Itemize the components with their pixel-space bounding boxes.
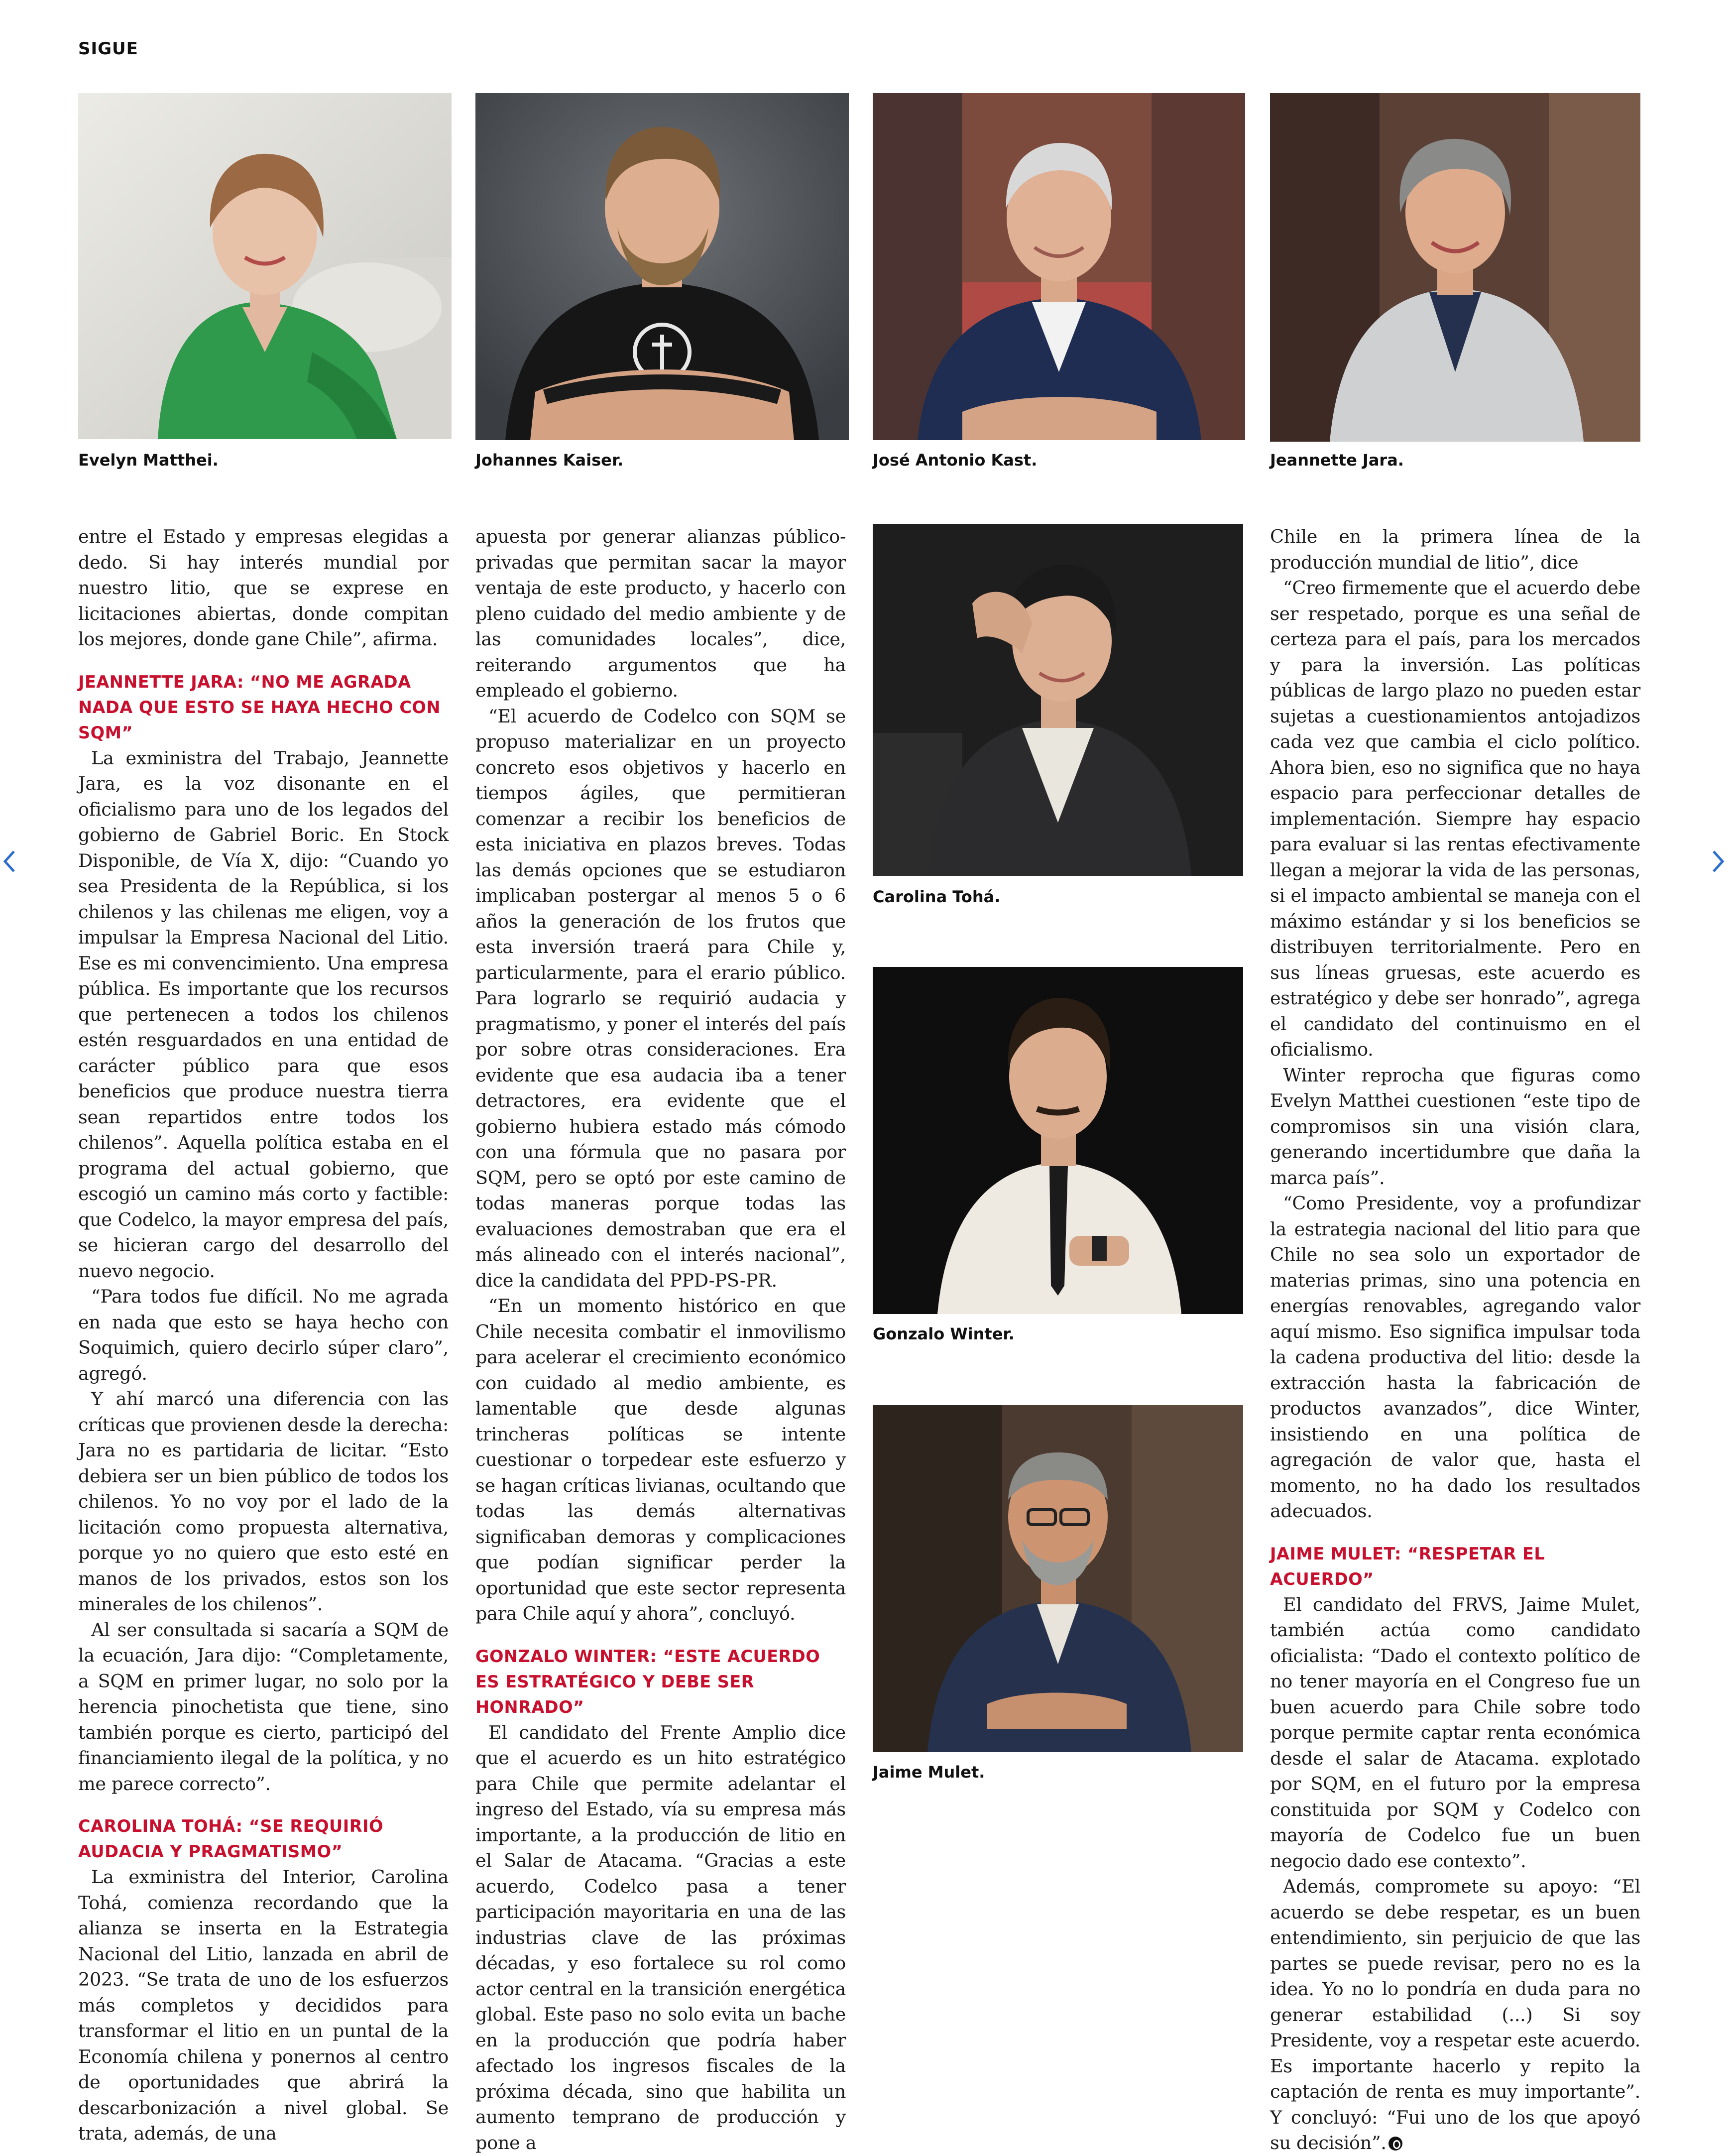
- caption-toha: Carolina Tohá.: [873, 887, 1001, 906]
- article-column-4: [1270, 524, 1640, 2156]
- subheading-mulet: JAIME MULET: “RESPETAR EL ACUERDO”: [1270, 1544, 1545, 1589]
- caption-kast: José Antonio Kast.: [873, 451, 1038, 470]
- photo-johannes-kaiser: [475, 93, 849, 440]
- paragraph: El candidato del Frente Amplio dice que el acuerdo es un hito estratégico para Chile que permite adelantar el ingreso del Estado, vía su empresa más importante, a la producción de litio en el Salar de Atacama. “Gracias a este acuerdo, Codelco pasa a tener participación mayoritaria en una de las industrias clave de las próximas décadas, y eso fortalece su rol como actor central en la transición energética global. Este paso no solo evita un bache en la producción que podría haber afectado los ingresos fiscales de la próxima década, sino que habilita un aumento temprano de producción y pone a: [475, 1721, 846, 2154]
- paragraph: “En un momento histórico en que Chile necesita combatir el inmovilismo para acelerar el crecimiento económico con cuidado al medio ambiente, es lamentable que desde algunas trincheras políticas se intente cuestionar o torpedear este esfuerzo y se hagan críticas livianas, ocultando que todas las demás alternativas significaban demoras y complicaciones que podían significar perder la oportunidad que este sector representa para Chile aquí y ahora”, concluyó.: [475, 1295, 846, 1624]
- subheading-toha: CAROLINA TOHÁ: “SE REQUIRIÓ AUDACIA Y PRAGMATISMO”: [78, 1816, 383, 1861]
- paragraph: Al ser consultada si sacaría a SQM de la ecuación, Jara dijo: “Completamente, a SQM en primer lugar, no solo por la herencia pinochetista que tiene, sino también porque es cierto, participó del financiamiento ilegal de la política, y no me parece correcto”.: [78, 1619, 449, 1795]
- paragraph: “El acuerdo de Codelco con SQM se propuso materializar en un proyecto concreto esos objetivos y hacerlo en tiempos ágiles, que permitieran comenzar a recibir los beneficios de esta iniciativa en plazos breves. Todas las demás opciones que se estudiaron implicaban postergar al menos 5 o 6 años la generación de los frutos que esta inversión traerá para Chile y, particularmente, para el erario público. Para lograrlo se requirió audacia y pragmatismo, y poner el interés del país por sobre otras consideraciones. Era evidente que esa audacia iba a tener detractores, era evidente que el gobierno hubiera estado más cómodo con una fórmula que no pasara por SQM, pero se optó por este camino de todas maneras porque todas las evaluaciones demostraban que era el más alineado con el interés nacional”, dice la candidata del PPD-PS-PR.: [475, 705, 846, 1291]
- photo-jose-antonio-kast: [873, 93, 1245, 440]
- photo-jaime-mulet: [873, 1405, 1243, 1752]
- paragraph: La exministra del Trabajo, Jeannette Jara, es la voz disonante en el oficialismo para uno de los legados del gobierno de Gabriel Boric. En Stock Disponible, de Vía X, dijo: “Cuando yo sea Presidenta de la República, si los chilenos y las chilenas me eligen, voy a impulsar la Empresa Nacional del Litio. Ese es mi convencimiento. Una empresa pública. Es importante que los recursos que pertenecen a todos los chilenos estén resguardados en una entidad de carácter público para que esos beneficios que produce nuestra tierra sean repartidos entre todos los chilenos”. Aquella política estaba en el programa del actual gobierno, que escogió un camino más corto y factible: que Codelco, la mayor empresa del país, se hicieran cargo del desarrollo del nuevo negocio.: [78, 747, 449, 1282]
- caption-winter: Gonzalo Winter.: [873, 1324, 1015, 1343]
- article-column-1: [78, 524, 449, 2147]
- photo-carolina-toha: [873, 524, 1243, 876]
- photo-evelyn-matthei: [78, 93, 452, 439]
- paragraph: El candidato del FRVS, Jaime Mulet, también actúa como candidato oficialista: “Dado el contexto político de no tener mayoría en el Congreso fue un buen acuerdo para Chile sobre todo porque permite captar renta económica desde el salar de Atacama. explotado por SQM, en el futuro por la empresa constituida por SQM y Codelco con mayoría de Codelco fue un buen negocio dado ese contexto”.: [1270, 1593, 1640, 1872]
- photo-gonzalo-winter: [873, 967, 1243, 1314]
- section-label: SIGUE: [78, 39, 138, 59]
- paragraph: “Para todos fue difícil. No me agrada en nada que esto se haya hecho con Soquimich, quiero decirlo súper claro”, agregó.: [78, 1286, 449, 1384]
- caption-kaiser: Johannes Kaiser.: [475, 451, 624, 470]
- caption-matthei: Evelyn Matthei.: [78, 451, 219, 470]
- paragraph: Chile en la primera línea de la producción mundial de litio”, dice: [1270, 526, 1640, 573]
- next-page-arrow-icon[interactable]: [1708, 846, 1728, 876]
- article-column-2: [475, 524, 846, 2156]
- paragraph: entre el Estado y empresas elegidas a dedo. Si hay interés mundial por nuestro litio, que se exprese en licitaciones abiertas, donde compitan los mejores, donde gane Chile”, afirma.: [78, 526, 449, 650]
- subheading-winter: GONZALO WINTER: “ESTE ACUERDO ES ESTRATÉGICO Y DEBE SER HONRADO”: [475, 1646, 820, 1717]
- paragraph-final: [1270, 1874, 1640, 2156]
- paragraph: Winter reprocha que figuras como Evelyn Matthei cuestionen “este tipo de compromisos sin una visión clara, generando incertidumbre que daña la marca país”.: [1270, 1064, 1640, 1189]
- paragraph: Y ahí marcó una diferencia con las críticas que provienen desde la derecha: Jara no es partidaria de licitar. “Esto debiera ser un bien público de todos los chilenos. Yo no voy por el lado de la licitación como propuesta alternativa, porque yo no quiero que esto esté en manos de los privados, estos son los minerales de los chilenos”.: [78, 1388, 449, 1615]
- end-of-article-icon: [1388, 2137, 1402, 2151]
- caption-mulet: Jaime Mulet.: [873, 1763, 985, 1782]
- paragraph: apuesta por generar alianzas público-privadas que permitan sacar la mayor ventaja de este producto, y hacerlo con pleno cuidado del medio ambiente y de las comunidades locales”, dice, reiterando argumentos que ha empleado el gobierno.: [475, 526, 846, 701]
- paragraph: La exministra del Interior, Carolina Tohá, comienza recordando que la alianza se inserta en la Estrategia Nacional del Litio, lanzada en abril de 2023. “Se trata de uno de los esfuerzos más completos y decididos para transformar el litio en un puntal de la Economía chilena y ponernos al centro de oportunidades que abrirá la descarbonización a nivel global. Se trata, además, de una: [78, 1866, 449, 2144]
- caption-jara: Jeannette Jara.: [1270, 451, 1404, 470]
- paragraph: “Como Presidente, voy a profundizar la estrategia nacional del litio para que Chile no sea solo un exportador de materias primas, sino una potencia en energías renovables, agregando valor aquí mismo. Eso significa impulsar toda la cadena productiva del litio: desde la extracción hasta la fabricación de productos avanzados”, dice Winter, insistiendo en una política de agregación de valor que, hasta el momento, no ha dado los resultados adecuados.: [1270, 1193, 1640, 1522]
- paragraph-final-text: Además, compromete su apoyo: “El acuerdo se debe respetar, es un buen entendimiento, sin perjuicio de que las partes se puede revisar, pero no es la idea. Yo no lo pondría en duda para no generar estabilidad (...) Si soy Presidente, voy a respetar este acuerdo. Es importante hacerlo y repito la captación de renta es muy importante”. Y concluyó: “Fui uno de los que apoyó su decisión”.: [1270, 1876, 1640, 2154]
- subheading-jara: JEANNETTE JARA: “NO ME AGRADA NADA QUE ESTO SE HAYA HECHO CON SQM”: [78, 672, 441, 742]
- previous-page-arrow-icon[interactable]: [0, 846, 20, 876]
- paragraph: “Creo firmemente que el acuerdo debe ser respetado, porque es una señal de certeza para el país, para los mercados y para la inversión. Las políticas públicas de largo plazo no pueden estar sujetas a cuestionamientos antojadizos cada vez que cambia el ciclo político. Ahora bien, eso no significa que no haya espacio para perfeccionar detalles de implementación. Siempre hay espacio para evaluar si las rentas efectivamente llegan a mejorar la vida de las personas, si el impacto ambiental se maneja con el máximo estándar y si los beneficios se distribuyen territorialmente. Pero en sus líneas gruesas, este acuerdo es estratégico y debe ser honrado”, agrega el candidato del continuismo en el oficialismo.: [1270, 577, 1640, 1060]
- photo-jeannette-jara: [1270, 93, 1640, 442]
